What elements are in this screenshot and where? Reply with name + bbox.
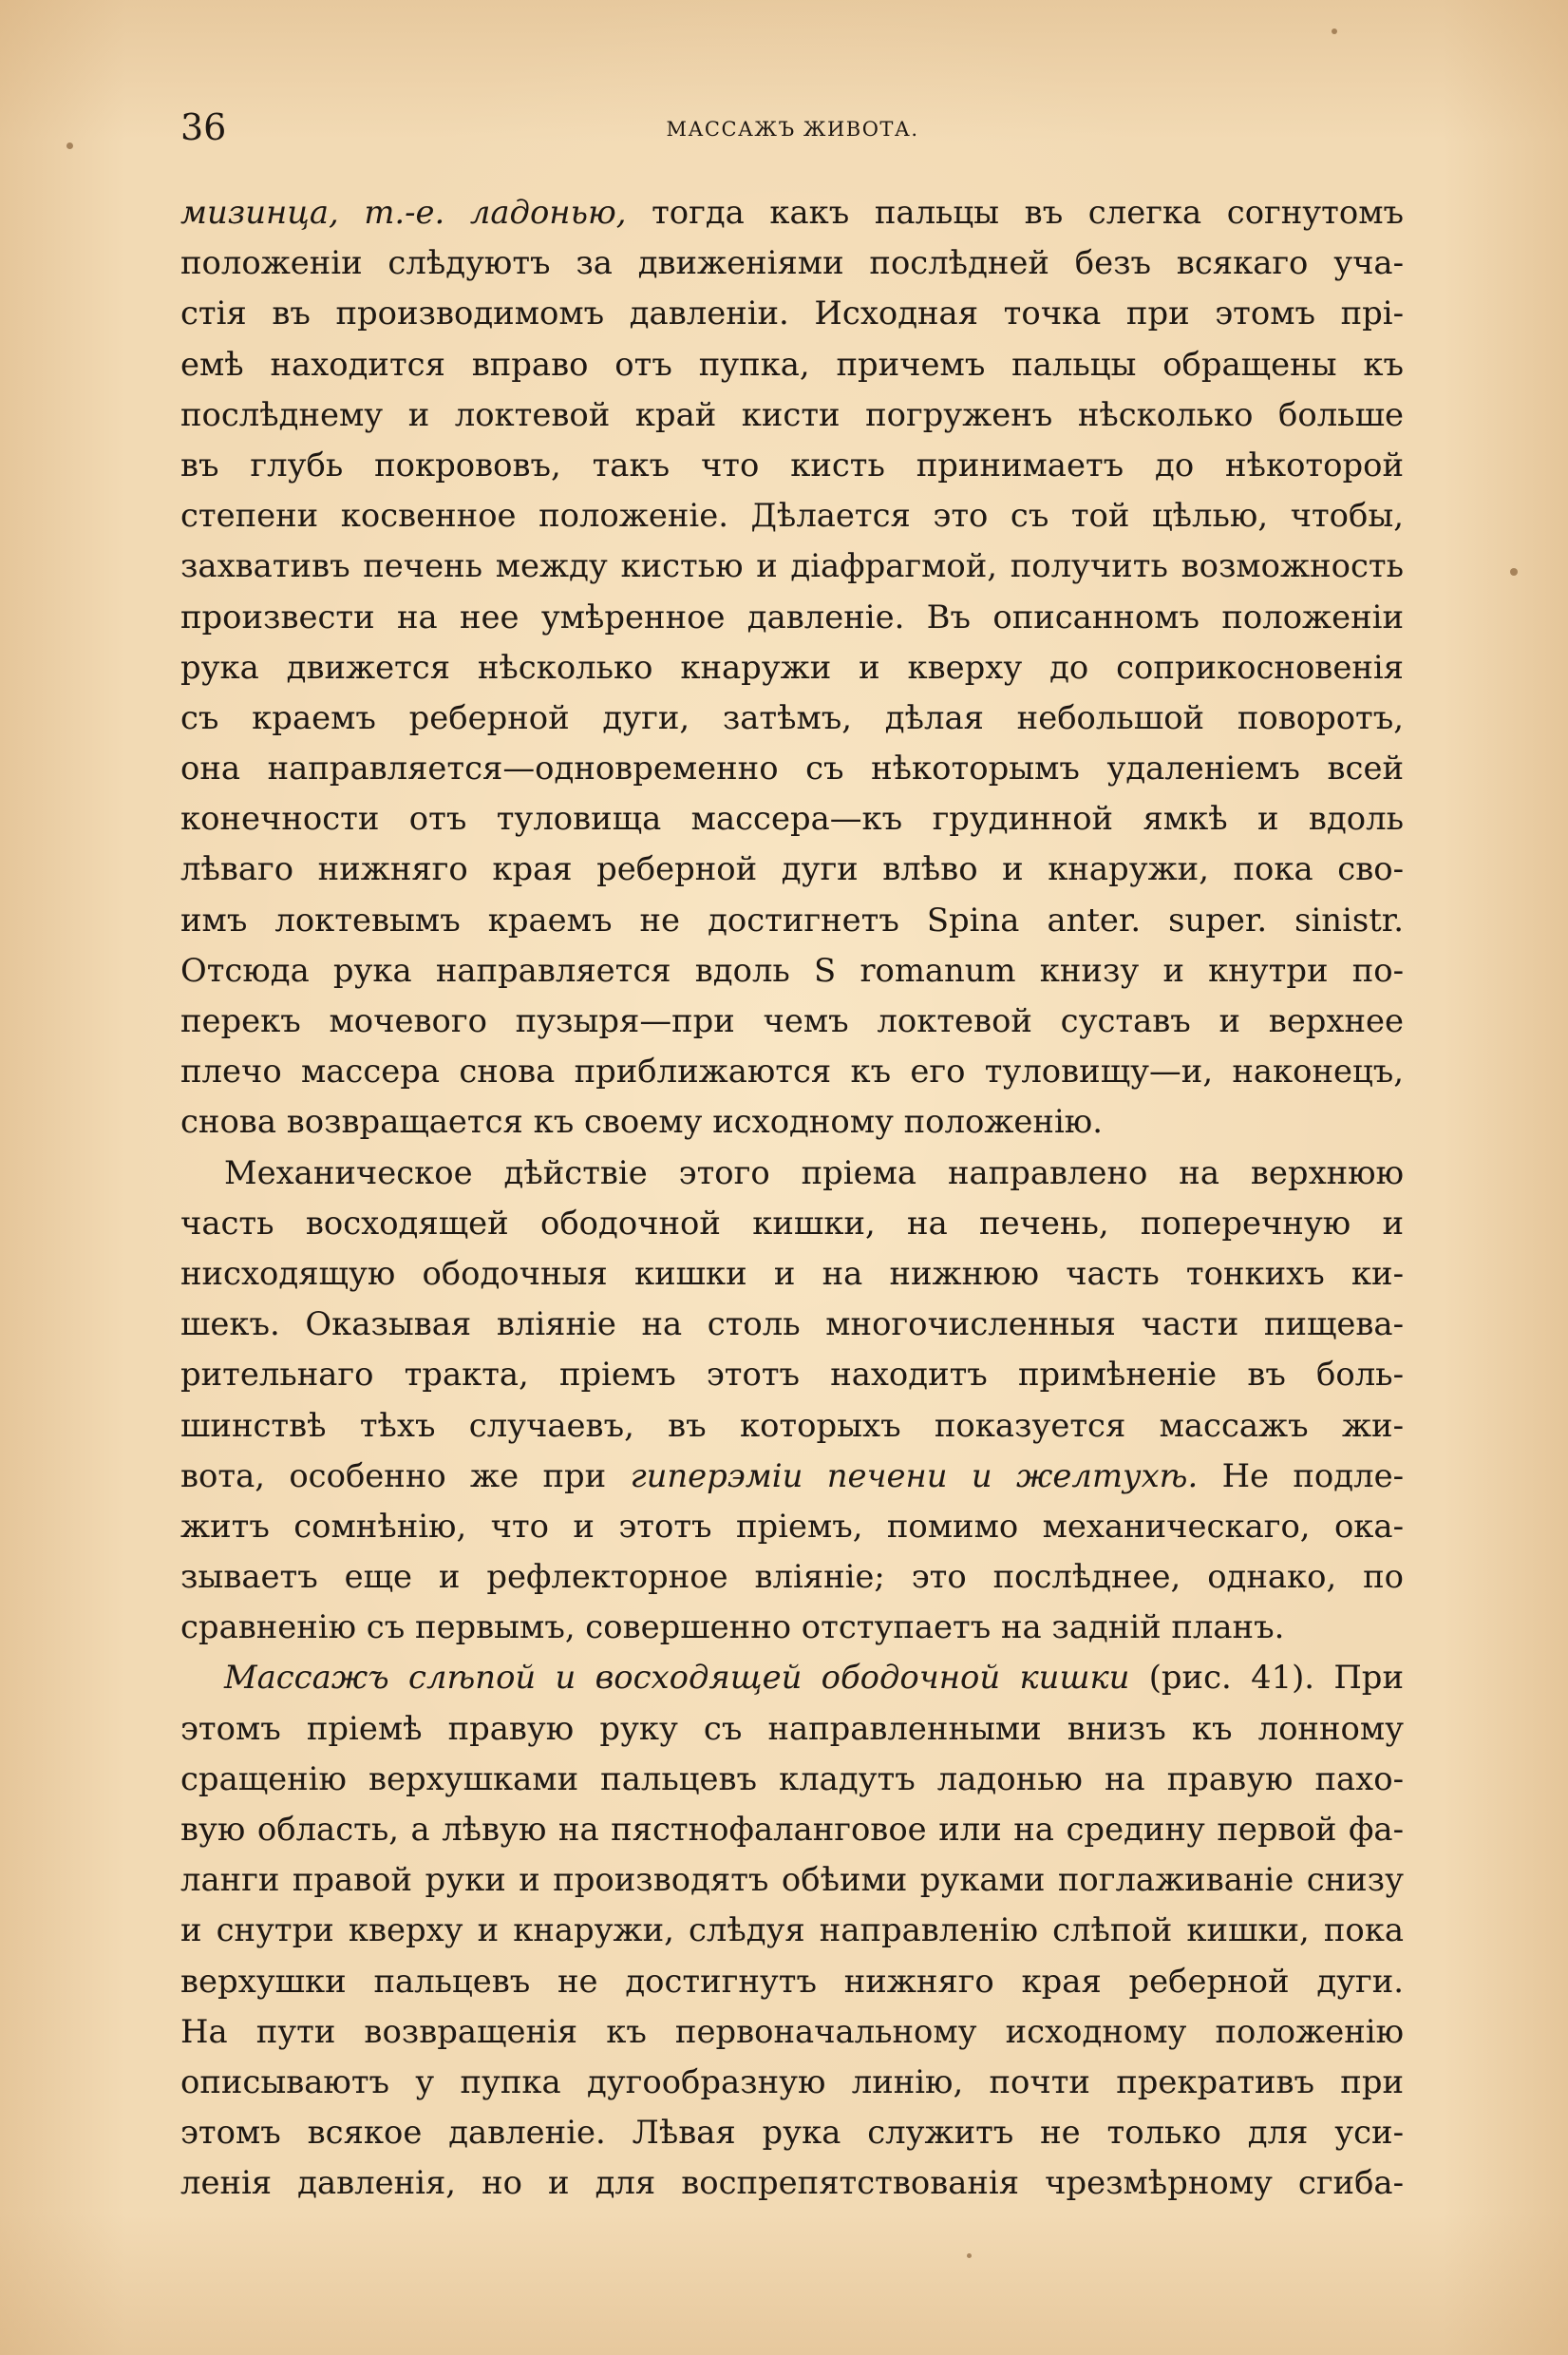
text-line bbox=[180, 895, 1404, 945]
text-line bbox=[180, 1551, 1404, 1602]
text-run: рука движется нѣсколько кнаружи и кверху до соприкосновенія bbox=[180, 648, 1404, 686]
text-run: Не подле- bbox=[1198, 1456, 1404, 1494]
text-run: степени косвенное положеніе. Дѣлается это съ той цѣлью, чтобы, bbox=[180, 497, 1404, 535]
text-line bbox=[180, 1046, 1404, 1096]
body-text bbox=[180, 187, 1404, 2209]
text-line bbox=[180, 1349, 1404, 1399]
text-line bbox=[180, 440, 1404, 490]
text-run: произвести на нее умѣренное давленіе. Въ описанномъ положеніи bbox=[180, 598, 1404, 636]
text-run: шинствѣ тѣхъ случаевъ, въ которыхъ показуется массажъ жи- bbox=[180, 1406, 1404, 1444]
text-run: ланги правой руки и производятъ обѣими руками поглаживаніе снизу bbox=[180, 1861, 1404, 1899]
text-run: зываетъ еще и рефлекторное вліяніе; это послѣднее, однако, по bbox=[180, 1558, 1404, 1596]
text-line bbox=[180, 1905, 1404, 1955]
text-run: сравненію съ первымъ, совершенно отступаетъ на задній планъ. bbox=[180, 1608, 1285, 1646]
text-line bbox=[180, 2107, 1404, 2157]
text-run: описываютъ у пупка дугообразную линію, почти прекративъ при bbox=[180, 2062, 1404, 2100]
text-line bbox=[180, 1501, 1404, 1551]
text-run: рительнаго тракта, пріемъ этотъ находитъ примѣненіе въ боль- bbox=[180, 1356, 1404, 1394]
text-run: положеніи слѣдуютъ за движеніями послѣдней безъ всякаго уча- bbox=[180, 244, 1404, 282]
text-line bbox=[180, 1956, 1404, 2006]
text-line bbox=[180, 339, 1404, 389]
paper-speck bbox=[1332, 28, 1337, 34]
text-line bbox=[180, 693, 1404, 743]
text-run: вота, особенно же при bbox=[180, 1456, 631, 1494]
text-line bbox=[180, 1652, 1404, 1702]
text-line bbox=[180, 1148, 1404, 1198]
text-line bbox=[180, 389, 1404, 440]
italic-text-run: гиперэміи печени и желтухѣ. bbox=[630, 1456, 1199, 1494]
text-run: житъ сомнѣнію, что и этотъ пріемъ, помимо механическаго, ока- bbox=[180, 1507, 1404, 1545]
text-line bbox=[180, 541, 1404, 591]
running-title: МАССАЖЪ ЖИВОТА. bbox=[666, 118, 919, 141]
italic-text-run: мизинца, т.-е. ладонью, bbox=[180, 194, 627, 231]
text-run: вую область, а лѣвую на пястнофаланговое или на средину первой фа- bbox=[180, 1811, 1404, 1848]
text-line bbox=[180, 793, 1404, 844]
text-run: этомъ пріемѣ правую руку съ направленными внизъ къ лонному bbox=[180, 1709, 1404, 1747]
text-run: этомъ всякое давленіе. Лѣвая рука служитъ не только для уси- bbox=[180, 2114, 1404, 2152]
text-line bbox=[180, 844, 1404, 894]
text-run: послѣднему и локтевой край кисти погруженъ нѣсколько больше bbox=[180, 395, 1404, 433]
text-run: часть восходящей ободочной кишки, на печень, поперечную и bbox=[180, 1204, 1404, 1242]
text-line bbox=[180, 1854, 1404, 1905]
paper-speck bbox=[967, 2253, 972, 2258]
text-run: стія въ производимомъ давленіи. Исходная точка при этомъ прі- bbox=[180, 294, 1404, 332]
text-run: и снутри кверху и кнаружи, слѣдуя направленію слѣпой кишки, пока bbox=[180, 1911, 1404, 1949]
text-line bbox=[180, 1096, 1404, 1147]
paper-speck bbox=[1510, 568, 1518, 576]
text-line bbox=[180, 2057, 1404, 2107]
text-line bbox=[180, 2006, 1404, 2057]
text-run: шекъ. Оказывая вліяніе на столь многочисленныя части пищева- bbox=[180, 1305, 1404, 1343]
text-run: лѣваго нижняго края реберной дуги влѣво и кнаружи, пока сво- bbox=[180, 850, 1404, 888]
page-header bbox=[180, 106, 1405, 163]
text-run: емѣ находится вправо отъ пупка, причемъ пальцы обращены къ bbox=[180, 345, 1404, 383]
text-line bbox=[180, 743, 1404, 793]
text-line bbox=[180, 1198, 1404, 1248]
text-line bbox=[180, 1754, 1404, 1804]
text-run: снова возвращается къ своему исходному положенію. bbox=[180, 1103, 1103, 1141]
text-line bbox=[180, 1400, 1404, 1451]
text-run: Механическое дѣйствіе этого пріема направлено на верхнюю bbox=[224, 1153, 1404, 1191]
text-run: тогда какъ пальцы въ слегка согнутомъ bbox=[626, 194, 1404, 231]
text-run: ленія давленія, но и для воспрепятствованія чрезмѣрному сгиба- bbox=[180, 2164, 1404, 2202]
text-line bbox=[180, 642, 1404, 693]
text-run: перекъ мочевого пузыря—при чемъ локтевой суставъ и верхнее bbox=[180, 1002, 1404, 1039]
text-line bbox=[180, 592, 1404, 642]
text-line bbox=[180, 945, 1404, 996]
text-run: съ краемъ реберной дуги, затѣмъ, дѣлая небольшой поворотъ, bbox=[180, 698, 1404, 736]
text-line bbox=[180, 996, 1404, 1046]
text-line bbox=[180, 2157, 1404, 2208]
text-run: имъ локтевымъ краемъ не достигнетъ Spina anter. super. sinistr. bbox=[180, 901, 1404, 939]
text-line bbox=[180, 1248, 1404, 1299]
text-run: нисходящую ободочныя кишки и на нижнюю часть тонкихъ ки- bbox=[180, 1254, 1404, 1292]
italic-text-run: Массажъ слѣпой и восходящей ободочной кишки bbox=[224, 1659, 1130, 1697]
text-run: На пути возвращенія къ первоначальному исходному положенію bbox=[180, 2012, 1404, 2050]
text-run: захвативъ печень между кистью и діафрагмой, получить возможность bbox=[180, 547, 1404, 585]
text-run: она направляется—одновременно съ нѣкоторымъ удаленіемъ всей bbox=[180, 750, 1404, 788]
paper-speck bbox=[66, 142, 73, 149]
text-run: сращенію верхушками пальцевъ кладутъ ладонью на правую пахо- bbox=[180, 1759, 1404, 1797]
text-line bbox=[180, 490, 1404, 541]
text-run: плечо массера снова приближаются къ его туловищу—и, наконецъ, bbox=[180, 1053, 1404, 1091]
text-line bbox=[180, 187, 1404, 237]
text-line bbox=[180, 1451, 1404, 1501]
text-line bbox=[180, 1299, 1404, 1349]
text-run: конечности отъ туловища массера—къ грудинной ямкѣ и вдоль bbox=[180, 800, 1404, 838]
text-line bbox=[180, 1703, 1404, 1754]
text-run: верхушки пальцевъ не достигнутъ нижняго края реберной дуги. bbox=[180, 1962, 1404, 2000]
page-number: 36 bbox=[180, 106, 227, 148]
text-line bbox=[180, 288, 1404, 338]
text-run: Отсюда рука направляется вдоль S romanum книзу и кнутри по- bbox=[180, 951, 1404, 989]
text-run: въ глубь покрововъ, такъ что кисть принимаетъ до нѣкоторой bbox=[180, 446, 1404, 484]
text-line bbox=[180, 237, 1404, 288]
text-run: (рис. 41). При bbox=[1129, 1659, 1404, 1697]
text-line bbox=[180, 1602, 1404, 1652]
text-line bbox=[180, 1804, 1404, 1854]
